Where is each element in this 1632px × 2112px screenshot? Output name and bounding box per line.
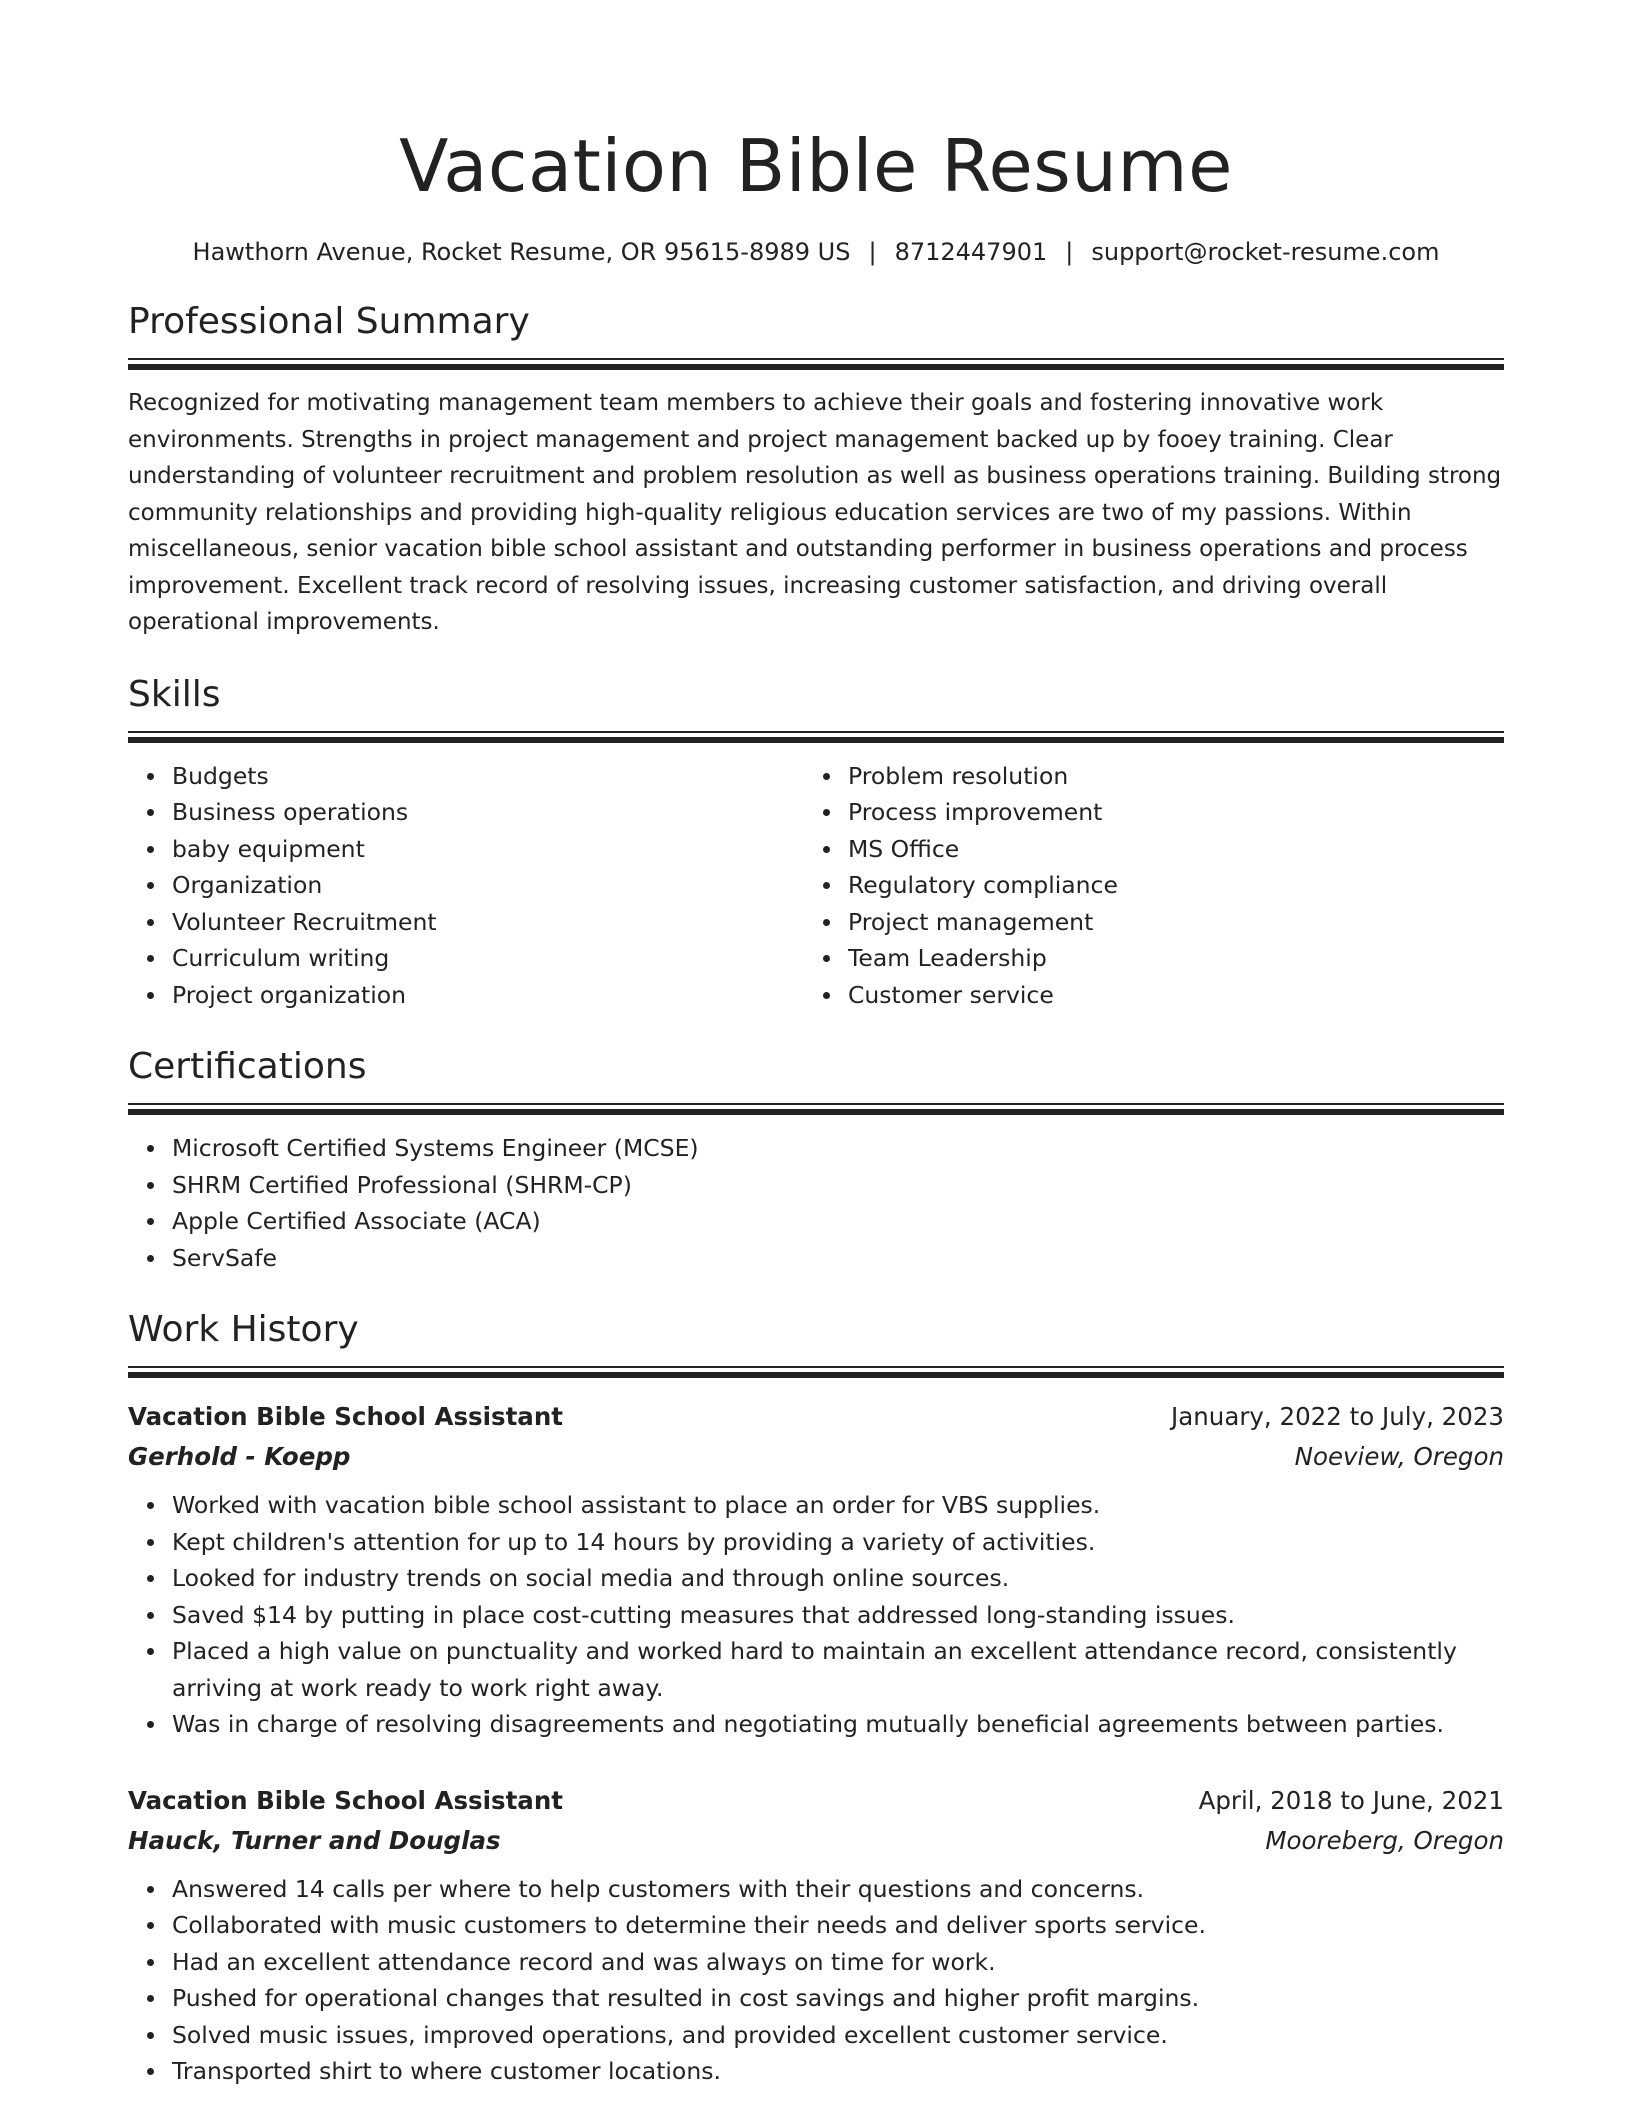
contact-email[interactable]: support@rocket-resume.com — [1091, 238, 1440, 266]
skill-item: Team Leadership — [848, 940, 1548, 977]
job-duty-item: Saved $14 by putting in place cost-cutting measures that addressed long-standing issues. — [172, 1597, 1504, 1634]
summary-heading: Professional Summary — [128, 301, 530, 342]
job-duty-item: Worked with vacation bible school assistant to place an order for VBS supplies. — [172, 1487, 1504, 1524]
skills-grid — [128, 744, 1504, 1014]
summary-section — [128, 298, 1504, 641]
job-duty-item: Solved music issues, improved operations, and provided excellent customer service. — [172, 2017, 1504, 2054]
certification-item: SHRM Certified Professional (SHRM-CP) — [172, 1167, 1504, 1204]
certifications-heading: Certifications — [128, 1046, 367, 1087]
work-history-section — [128, 1306, 1504, 2090]
job-company: Hauck, Turner and Douglas — [128, 1825, 501, 1855]
job-location: Mooreberg, Oregon — [1265, 1825, 1504, 1855]
skills-section — [128, 671, 1504, 1014]
certifications-list — [128, 1130, 1504, 1276]
summary-text: Recognized for motivating management team members to achieve their goals and fostering innovative work environments. Strengths in project management and project management backed up by fooey training. Clear understanding of volunteer recruitment and problem resolution as well as business operations training. Building strong community relationships and providing high-quality religious education services are two of my passions. Within miscellaneous, senior vacation bible school assistant and outstanding performer in business operations and process improvement. Excellent track record of resolving issues, increasing customer satisfaction, and driving overall operational improvements. — [128, 390, 1502, 635]
section-divider — [128, 358, 1504, 371]
skill-item: Customer service — [848, 977, 1548, 1014]
skills-heading: Skills — [128, 673, 221, 715]
job-location: Noeview, Oregon — [1294, 1442, 1504, 1471]
contact-separator: | — [1065, 238, 1074, 266]
skill-item: Project organization — [172, 977, 804, 1014]
job-dates: January, 2022 to July, 2023 — [1171, 1402, 1504, 1431]
job-duty-item: Kept children's attention for up to 14 hours by providing a variety of activities. — [172, 1524, 1504, 1561]
contact-line — [128, 236, 1504, 268]
work-history-heading: Work History — [128, 1309, 359, 1350]
certifications-section — [128, 1043, 1504, 1276]
job-entry — [128, 1397, 1504, 1743]
job-duty-item: Was in charge of resolving disagreements and negotiating mutually beneficial agreements between parties. — [172, 1706, 1504, 1743]
skill-item: Volunteer Recruitment — [172, 904, 804, 941]
resume-page — [128, 0, 1504, 2090]
job-title: Vacation Bible School Assistant — [128, 1402, 563, 1431]
job-dates: April, 2018 to June, 2021 — [1198, 1785, 1504, 1815]
job-duty-item: Had an excellent attendance record and was always on time for work. — [172, 1944, 1504, 1981]
skills-list-right — [804, 758, 1548, 1014]
job-company-row — [128, 1821, 1504, 1861]
contact-phone: 8712447901 — [894, 238, 1048, 266]
section-divider — [128, 1103, 1504, 1116]
skill-item: Organization — [172, 867, 804, 904]
job-company-row — [128, 1437, 1504, 1477]
skill-item: Problem resolution — [848, 758, 1548, 795]
skill-item: Budgets — [172, 758, 804, 795]
skill-item: Process improvement — [848, 794, 1548, 831]
job-duties-list — [128, 1487, 1504, 1743]
job-title-row — [128, 1397, 1504, 1437]
job-title: Vacation Bible School Assistant — [128, 1785, 563, 1815]
job-duty-item: Looked for industry trends on social media and through online sources. — [172, 1560, 1504, 1597]
section-divider — [128, 1366, 1504, 1379]
contact-address: Hawthorn Avenue, Rocket Resume, OR 95615-8989 US — [192, 238, 851, 266]
job-duty-item: Pushed for operational changes that resulted in cost savings and higher profit margins. — [172, 1980, 1504, 2017]
skill-item: Project management — [848, 904, 1548, 941]
job-company: Gerhold - Koepp — [128, 1442, 351, 1471]
section-divider — [128, 731, 1504, 744]
job-entry — [128, 1781, 1504, 2090]
skill-item: baby equipment — [172, 831, 804, 868]
resume-title: Vacation Bible Resume — [399, 124, 1233, 208]
skill-item: Business operations — [172, 794, 804, 831]
certification-item: ServSafe — [172, 1240, 1504, 1277]
certification-item: Microsoft Certified Systems Engineer (MCSE) — [172, 1130, 1504, 1167]
job-duty-item: Placed a high value on punctuality and worked hard to maintain an excellent attendance record, consistently arriving at work ready to work right away. — [172, 1633, 1504, 1706]
job-duties-list — [128, 1871, 1504, 2090]
skills-list-left — [128, 758, 804, 1014]
job-duty-item: Collaborated with music customers to determine their needs and deliver sports service. — [172, 1907, 1504, 1944]
skill-item: Regulatory compliance — [848, 867, 1548, 904]
skill-item: MS Office — [848, 831, 1548, 868]
job-duty-item: Transported shirt to where customer locations. — [172, 2053, 1504, 2090]
contact-separator: | — [868, 238, 877, 266]
skill-item: Curriculum writing — [172, 940, 804, 977]
job-title-row — [128, 1781, 1504, 1821]
certification-item: Apple Certified Associate (ACA) — [172, 1203, 1504, 1240]
job-duty-item: Answered 14 calls per where to help customers with their questions and concerns. — [172, 1871, 1504, 1908]
